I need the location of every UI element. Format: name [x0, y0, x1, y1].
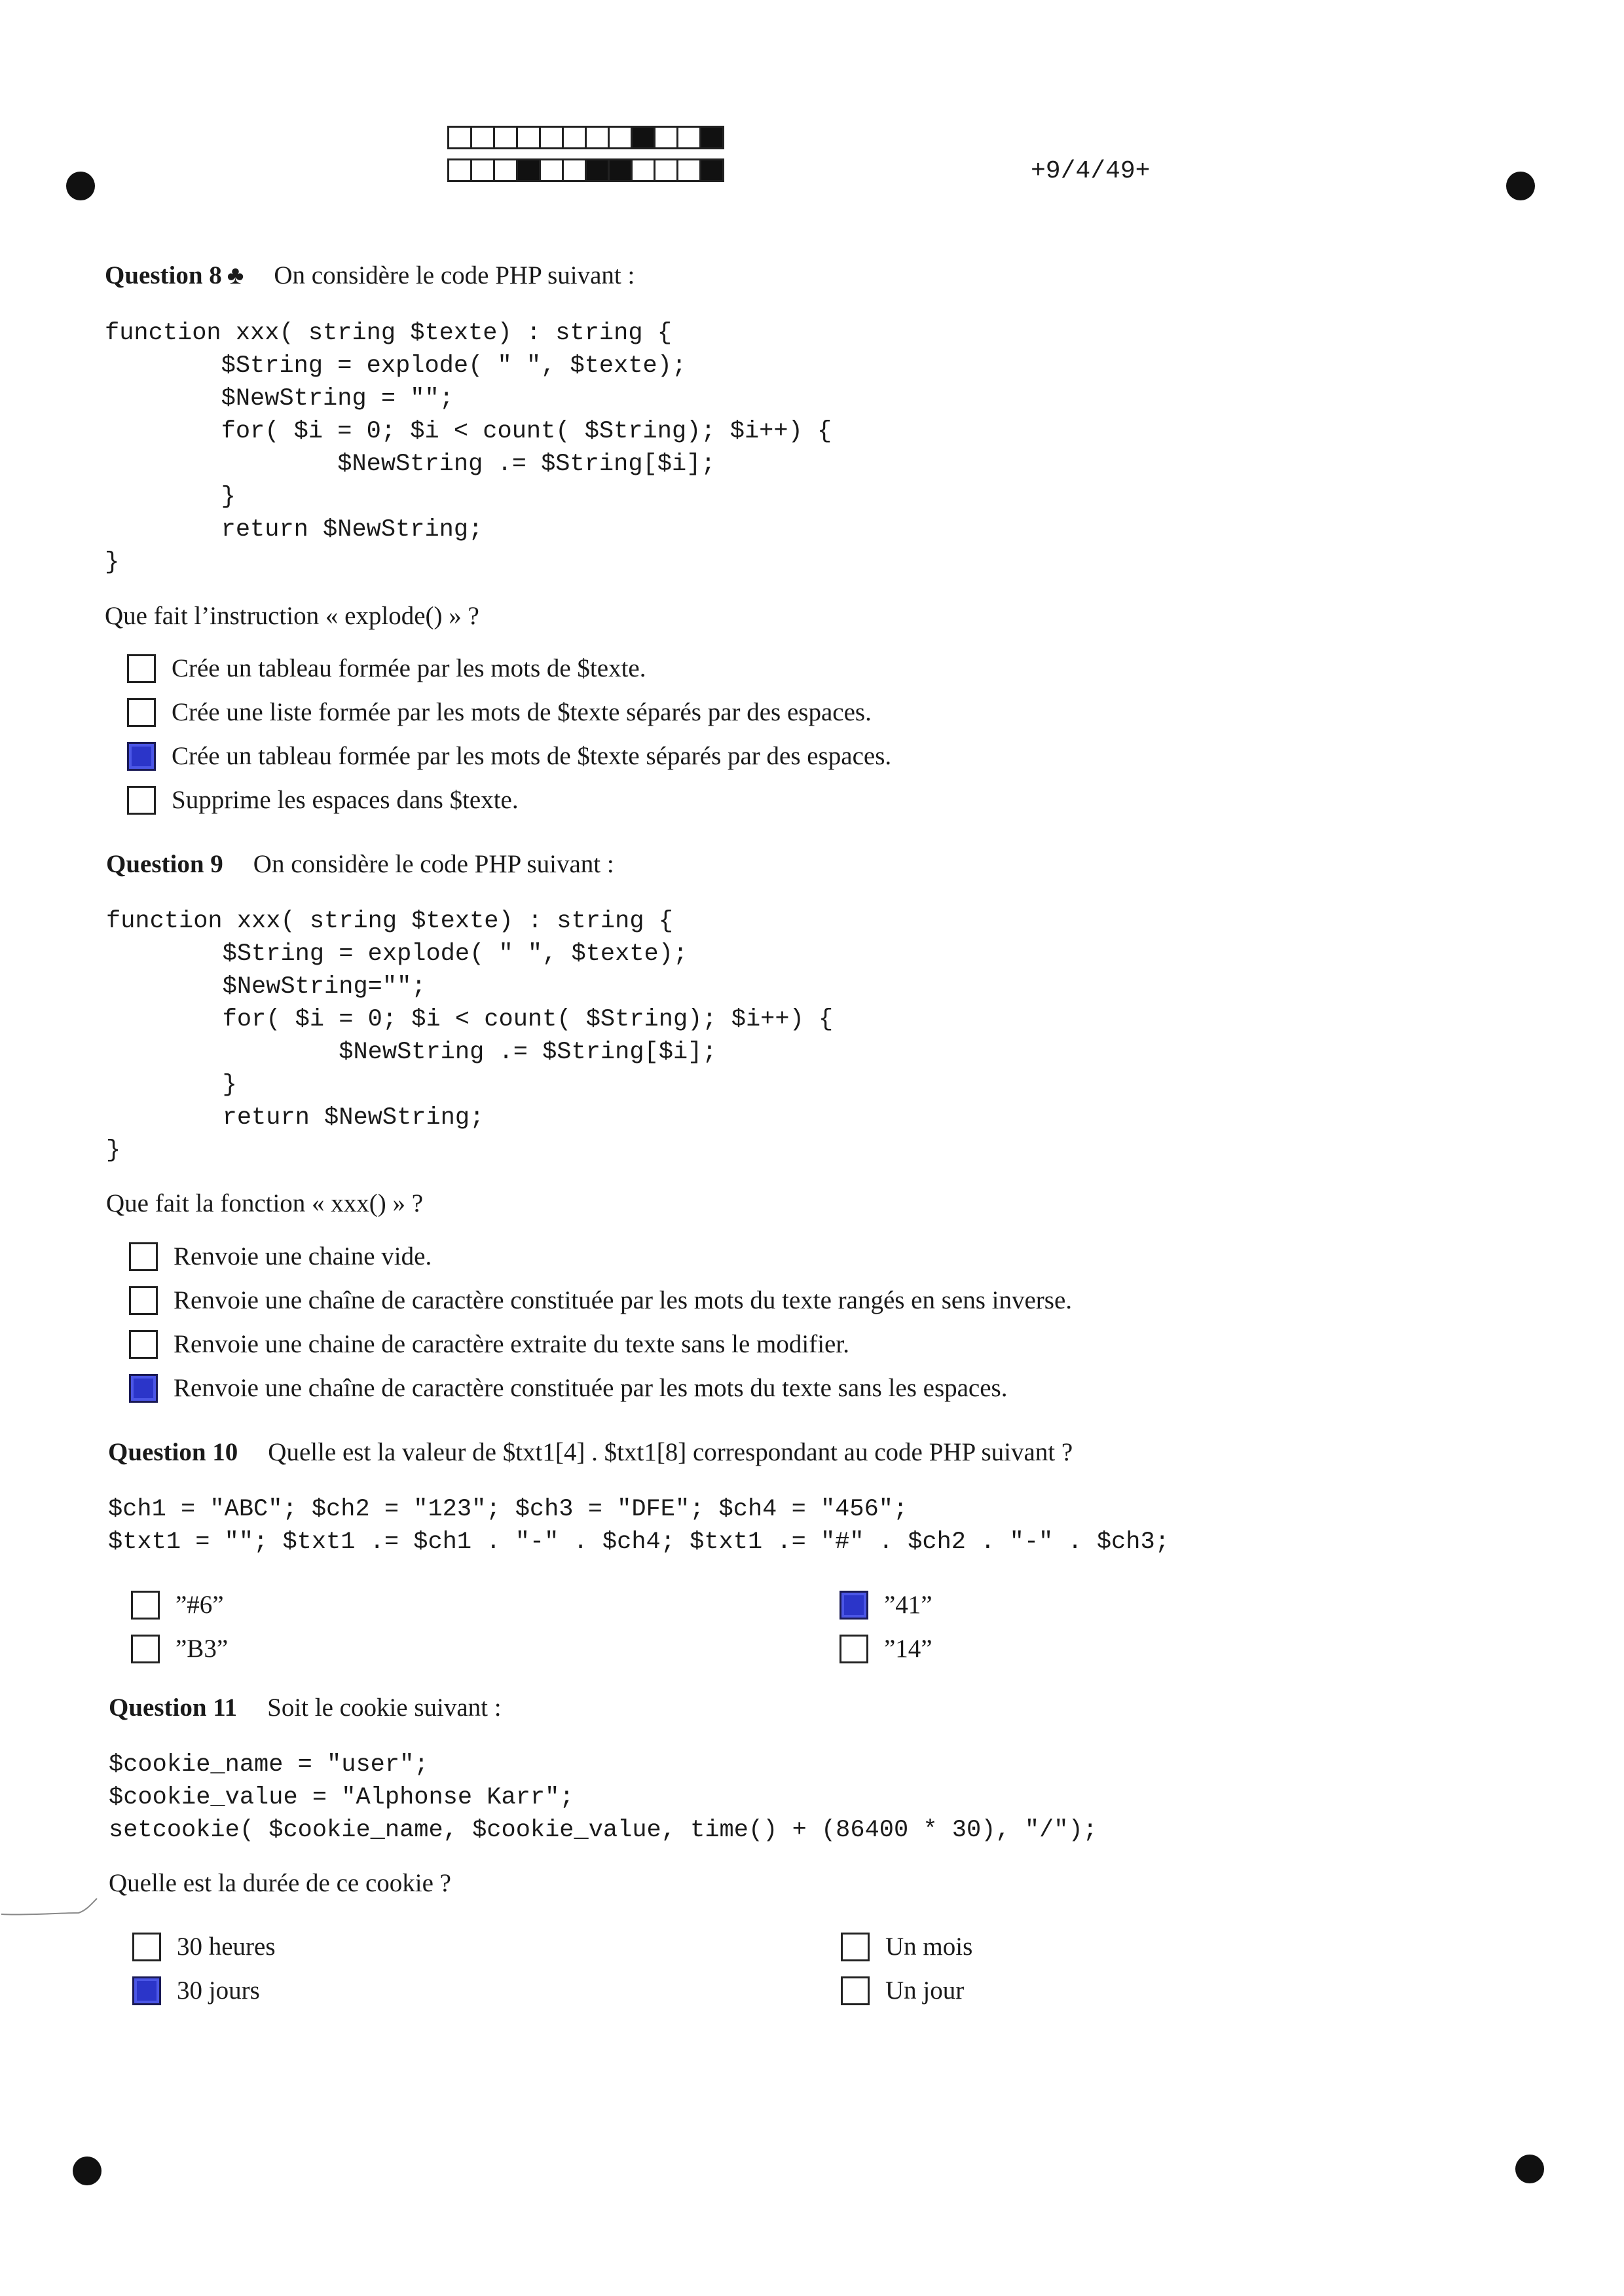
question-11-text: Quelle est la durée de ce cookie ?	[109, 1869, 451, 1897]
q10-option-2[interactable]	[131, 1634, 228, 1663]
option-label: Un mois	[885, 1933, 973, 1961]
q9-option-3[interactable]	[129, 1329, 849, 1359]
question-number: Question 10	[108, 1438, 238, 1466]
q11-option-4[interactable]	[841, 1976, 964, 2005]
q8-option-2[interactable]	[127, 697, 872, 727]
q9-option-1[interactable]	[129, 1242, 432, 1271]
q8-option-1[interactable]	[127, 654, 646, 683]
option-label: ”14”	[884, 1635, 932, 1663]
barcode-cell	[608, 158, 633, 182]
question-9-text: Que fait la fonction « xxx() » ?	[106, 1189, 424, 1217]
checkbox[interactable]	[129, 1330, 158, 1359]
barcode-cell	[631, 158, 655, 182]
checkbox[interactable]	[127, 698, 156, 727]
barcode-cell	[699, 158, 724, 182]
barcode-cell	[654, 126, 678, 149]
checkbox[interactable]	[127, 654, 156, 683]
barcode-cell	[654, 158, 678, 182]
checkbox[interactable]	[129, 1242, 158, 1271]
barcode-cell	[447, 158, 472, 182]
question-8-text: Que fait l’instruction « explode() » ?	[105, 602, 479, 630]
q8-option-3[interactable]	[127, 741, 891, 771]
q9-option-4[interactable]	[129, 1373, 1007, 1403]
barcode-top-row	[449, 126, 724, 149]
question-number: Question 8 ♣	[105, 261, 244, 289]
q10-option-3[interactable]	[840, 1590, 932, 1620]
barcode-bottom-row	[449, 158, 724, 182]
barcode-cell	[516, 158, 541, 182]
barcode-cell	[631, 126, 655, 149]
barcode-cell	[539, 126, 564, 149]
page-id: +9/4/49+	[1031, 157, 1151, 185]
barcode-cell	[470, 158, 495, 182]
barcode-cell	[585, 126, 610, 149]
barcode-cell	[562, 126, 587, 149]
option-label: Supprime les espaces dans $texte.	[172, 786, 519, 814]
question-11-header	[109, 1693, 502, 1722]
checkbox[interactable]	[841, 1933, 870, 1961]
question-10-header	[108, 1437, 1073, 1467]
barcode-cell	[585, 158, 610, 182]
barcode-cell	[699, 126, 724, 149]
barcode-cell	[493, 126, 518, 149]
php-code-block: $ch1 = "ABC"; $ch2 = "123"; $ch3 = "DFE"; $ch4 = "456"; $txt1 = ""; $txt1 .= $ch1 . "-" . $ch4; $txt1 .= "#" . $ch2 . "-" . $ch3;	[108, 1496, 1170, 1556]
question-intro: Soit le cookie suivant :	[267, 1694, 502, 1722]
question-intro: On considère le code PHP suivant :	[253, 850, 614, 878]
option-label: Crée un tableau formée par les mots de $texte séparés par des espaces.	[172, 742, 892, 770]
checkbox[interactable]	[131, 1591, 160, 1620]
question-number: Question 11	[109, 1694, 238, 1722]
option-label: Renvoie une chaine vide.	[174, 1242, 432, 1270]
question-9-header	[106, 849, 614, 879]
barcode-cell	[539, 158, 564, 182]
checkbox-checked[interactable]	[127, 742, 156, 771]
registration-mark-top-left	[66, 172, 95, 200]
q9-option-2[interactable]	[129, 1286, 1072, 1315]
checkbox-checked[interactable]	[132, 1976, 161, 2005]
question-8-header	[105, 261, 635, 290]
checkbox[interactable]	[132, 1933, 161, 1961]
checkbox[interactable]	[840, 1635, 868, 1663]
checkbox[interactable]	[131, 1635, 160, 1663]
q10-option-1[interactable]	[131, 1590, 224, 1620]
checkbox[interactable]	[127, 786, 156, 815]
checkbox-checked[interactable]	[129, 1374, 158, 1403]
php-code-block: function xxx( string $texte) : string { $String = explode( " ", $texte); $NewString=""; for( $i = 0; $i < count( $String); $i++) { $NewString .= $String[$i]; } return $NewString; }	[106, 908, 834, 1164]
option-label: ”#6”	[175, 1591, 224, 1619]
registration-mark-bottom-right	[1515, 2155, 1544, 2183]
q10-option-4[interactable]	[840, 1634, 932, 1663]
q11-option-1[interactable]	[132, 1932, 276, 1961]
registration-mark-bottom-left	[73, 2157, 101, 2185]
barcode-cell	[516, 126, 541, 149]
q8-option-4[interactable]	[127, 785, 519, 815]
club-icon: ♣	[227, 261, 244, 289]
option-label: Renvoie une chaîne de caractère constituée par les mots du texte rangés en sens inverse.	[174, 1286, 1073, 1314]
option-label: Crée un tableau formée par les mots de $texte.	[172, 654, 646, 682]
option-label: Renvoie une chaîne de caractère constituée par les mots du texte sans les espaces.	[174, 1374, 1008, 1402]
option-label: Renvoie une chaine de caractère extraite du texte sans le modifier.	[174, 1330, 849, 1358]
barcode-cell	[562, 158, 587, 182]
barcode-cell	[493, 158, 518, 182]
question-intro: On considère le code PHP suivant :	[274, 261, 635, 289]
option-label: 30 jours	[177, 1976, 260, 2005]
checkbox[interactable]	[841, 1976, 870, 2005]
option-label: ”41”	[884, 1591, 932, 1619]
checkbox-checked[interactable]	[840, 1591, 868, 1620]
barcode-cell	[676, 126, 701, 149]
option-label: Crée une liste formée par les mots de $texte séparés par des espaces.	[172, 698, 872, 726]
barcode-cell	[447, 126, 472, 149]
barcode-cell	[608, 126, 633, 149]
q11-option-3[interactable]	[841, 1932, 972, 1961]
registration-mark-top-right	[1506, 172, 1535, 200]
question-number: Question 9	[106, 850, 223, 878]
barcode-cell	[676, 158, 701, 182]
question-intro: Quelle est la valeur de $txt1[4] . $txt1[8] correspondant au code PHP suivant ?	[268, 1438, 1073, 1466]
php-code-block: function xxx( string $texte) : string { $String = explode( " ", $texte); $NewString = ""; for( $i = 0; $i < count( $String); $i++) { $NewString .= $String[$i]; } return $NewString; }	[105, 320, 832, 576]
option-label: 30 heures	[177, 1933, 276, 1961]
option-label: Un jour	[885, 1976, 965, 2005]
php-code-block: $cookie_name = "user"; $cookie_value = "Alphonse Karr"; setcookie( $cookie_name, $cookie_value, time() + (86400 * 30), "/");	[109, 1751, 1098, 1844]
option-label: ”B3”	[175, 1635, 229, 1663]
pencil-stroke	[0, 1896, 98, 1922]
q11-option-2[interactable]	[132, 1976, 260, 2005]
barcode-cell	[470, 126, 495, 149]
checkbox[interactable]	[129, 1286, 158, 1315]
